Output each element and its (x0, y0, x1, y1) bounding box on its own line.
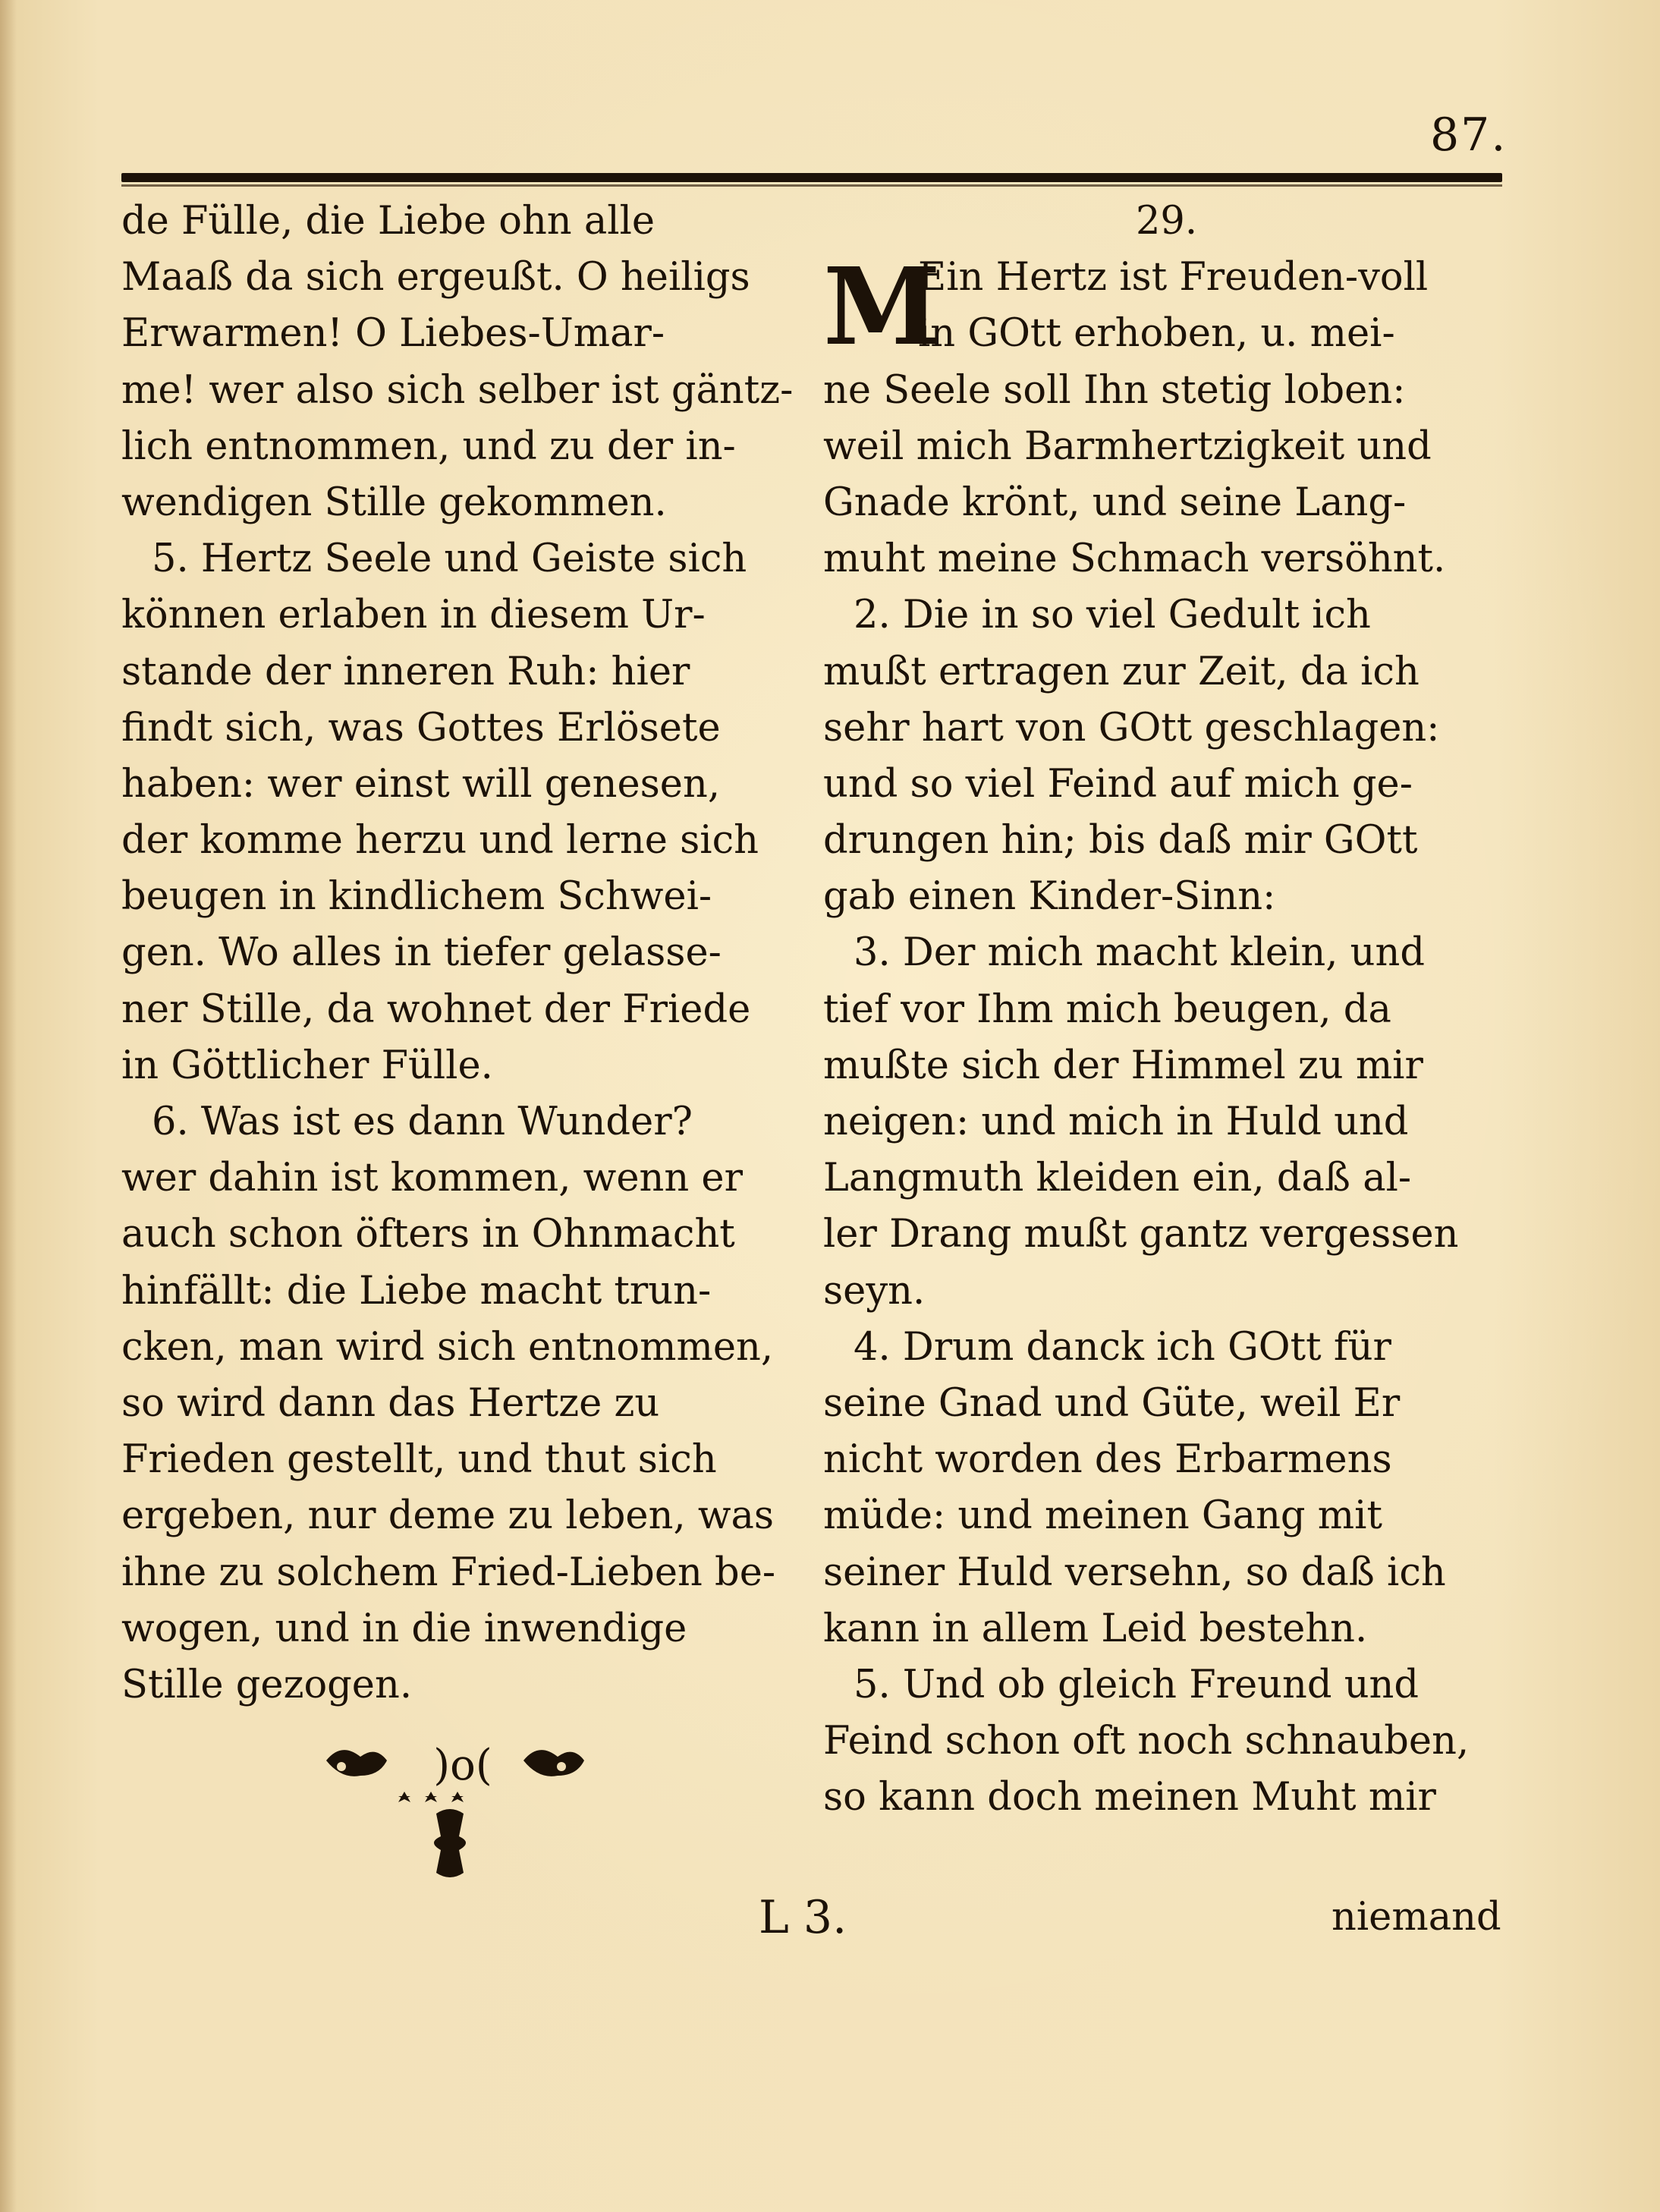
text-line: me! wer also sich selber ist gäntz- (121, 367, 794, 413)
header-rule (121, 173, 1502, 182)
text-line: ne Seele soll Ihn stetig loben: (823, 367, 1406, 413)
signature-mark: L 3. (759, 1891, 847, 1944)
text-line: Ein Hertz ist Freuden-voll (918, 255, 1429, 300)
text-line: so kann doch meinen Muht mir (823, 1775, 1436, 1820)
right-column (823, 194, 1510, 1826)
text-line: Maaß da sich ergeußt. O heiligs (121, 255, 750, 300)
text-line: Gnade krönt, und seine Lang- (823, 480, 1407, 525)
binding-gutter (0, 0, 17, 2212)
catchword: niemand (1331, 1895, 1501, 1940)
ornament-graphic (311, 1738, 615, 1905)
text-line: findt sich, was Gottes Erlösete (121, 705, 721, 750)
text-line: Feind schon oft noch schnauben, (823, 1719, 1470, 1764)
text-line: wer dahin ist kommen, wenn er (121, 1156, 743, 1201)
text-line: ler Drang mußt gantz vergessen (823, 1212, 1459, 1257)
text-line: de Fülle, die Liebe ohn alle (121, 199, 656, 244)
text-line: sehr hart von GOtt geschlagen: (823, 705, 1440, 750)
text-line: seyn. (823, 1268, 926, 1314)
vignette-ornament-icon (311, 1738, 615, 1905)
left-column (121, 194, 804, 1713)
hymn-opening (823, 245, 1510, 370)
stanza-start-line: 5. Hertz Seele und Geiste sich (152, 536, 747, 582)
text-line: drungen hin; bis daß mir GOtt (823, 818, 1418, 864)
text-line: Frieden gestellt, und thut sich (121, 1437, 717, 1483)
text-line: ihne zu solchem Fried-Lieben be- (121, 1550, 776, 1595)
text-line: muht meine Schmach versöhnt. (823, 536, 1446, 582)
text-line: auch schon öfters in Ohnmacht (121, 1212, 735, 1257)
text-line: so wird dann das Hertze zu (121, 1380, 660, 1426)
text-line: wendigen Stille gekommen. (121, 480, 667, 525)
header-rule-thin (121, 184, 1502, 187)
text-line: Erwarmen! O Liebes-Umar- (121, 311, 665, 357)
text-line: gen. Wo alles in tiefer gelasse- (121, 930, 722, 976)
text-line: müde: und meinen Gang mit (823, 1493, 1382, 1539)
stanza-start-line: 2. Die in so viel Gedult ich (854, 593, 1371, 638)
text-line: kann in allem Leid bestehn. (823, 1606, 1368, 1651)
text-line: tief vor Ihm mich beugen, da (823, 986, 1391, 1032)
text-line: cken, man wird sich entnommen, (121, 1324, 774, 1370)
stanza-start-line: 5. Und ob gleich Freund und (854, 1662, 1419, 1707)
text-line: ner Stille, da wohnet der Friede (121, 986, 751, 1032)
text-line: mußt ertragen zur Zeit, da ich (823, 649, 1419, 694)
text-line: ergeben, nur deme zu leben, was (121, 1493, 775, 1539)
text-line: beugen in kindlichem Schwei- (121, 874, 712, 920)
text-line: Stille gezogen. (121, 1662, 413, 1707)
stanza-start-line: 3. Der mich macht klein, und (854, 930, 1426, 976)
text-line: seiner Huld versehn, so daß ich (823, 1550, 1446, 1595)
text-line: der komme herzu und lerne sich (121, 818, 759, 864)
text-line: und so viel Feind auf mich ge- (823, 761, 1413, 807)
text-line: stande der inneren Ruh: hier (121, 649, 690, 694)
page-number: 87. (1430, 109, 1508, 162)
text-line: neigen: und mich in Huld und (823, 1100, 1409, 1144)
stanza-start-line: 4. Drum danck ich GOtt für (854, 1324, 1391, 1370)
text-line: wogen, und in die inwendige (121, 1606, 687, 1651)
text-line: in GOtt erhoben, u. mei- (918, 311, 1395, 357)
text-line: in Göttlicher Fülle. (121, 1043, 493, 1088)
hymn-number: 29. (1135, 199, 1198, 244)
text-line: können erlaben in diesem Ur- (121, 593, 706, 638)
drop-capital: M (823, 245, 941, 370)
stanza-start-line: 6. Was ist es dann Wunder? (152, 1100, 693, 1144)
ornament-glyphs: )o( (433, 1741, 492, 1790)
text-line: Langmuth kleiden ein, daß al- (823, 1156, 1412, 1201)
text-line: gab einen Kinder-Sinn: (823, 874, 1276, 920)
text-line: haben: wer einst will genesen, (121, 761, 721, 807)
text-line: hinfällt: die Liebe macht trun- (121, 1268, 712, 1314)
text-line: seine Gnad und Güte, weil Er (823, 1380, 1401, 1426)
text-line: mußte sich der Himmel zu mir (823, 1043, 1423, 1088)
text-line: nicht worden des Erbarmens (823, 1437, 1392, 1483)
text-line: lich entnommen, und zu der in- (121, 423, 736, 469)
text-line: weil mich Barmhertzigkeit und (823, 423, 1432, 469)
